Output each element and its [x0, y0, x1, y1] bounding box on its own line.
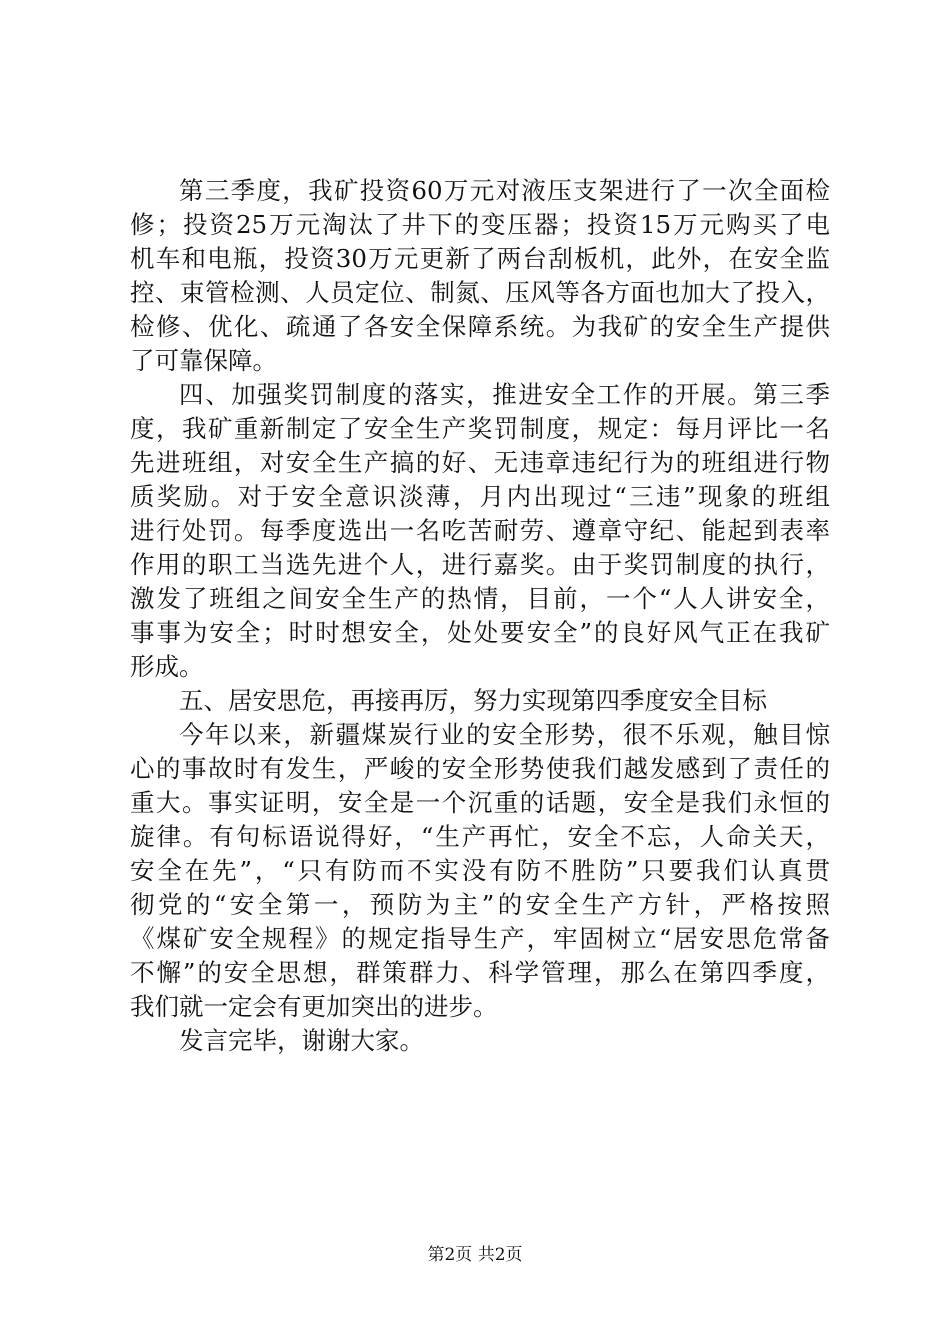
text-line: 不懈”的安全思想，群策群力、科学管理，那么在第四季度， [130, 958, 830, 987]
text-line: 形成。 [130, 652, 204, 681]
text-line: 控、束管检测、人员定位、制氮、压风等各方面也加大了投入， [130, 278, 830, 307]
text-line: 修；投资25万元淘汰了井下的变压器；投资15万元购买了电 [130, 210, 830, 239]
text-line: 心的事故时有发生，严峻的安全形势使我们越发感到了责任的 [130, 754, 830, 783]
text-line: 旋律。有句标语说得好，“生产再忙，安全不忘，人命关天， [130, 822, 830, 851]
text-line: 四、加强奖罚制度的落实，推进安全工作的开展。第三季 [179, 380, 830, 409]
text-line: 《煤矿安全规程》的规定指导生产，牢固树立“居安思危常备 [130, 924, 830, 953]
text-line: 进行处罚。每季度选出一名吃苦耐劳、遵章守纪、能起到表率 [130, 516, 830, 545]
text-line: 激发了班组之间安全生产的热情，目前，一个“人人讲安全， [130, 584, 830, 613]
text-line: 五、居安思危，再接再厉，努力实现第四季度安全目标 [179, 686, 767, 715]
text-line: 事事为安全；时时想安全，处处要安全”的良好风气正在我矿 [130, 618, 830, 647]
text-line: 质奖励。对于安全意识淡薄，月内出现过“三违”现象的班组 [130, 482, 830, 511]
text-line: 检修、优化、疏通了各安全保障系统。为我矿的安全生产提供 [130, 312, 830, 341]
text-line: 重大。事实证明，安全是一个沉重的话题，安全是我们永恒的 [130, 788, 830, 817]
text-line: 我们就一定会有更加突出的进步。 [130, 992, 498, 1021]
text-line: 机车和电瓶，投资30万元更新了两台刮板机，此外，在安全监 [130, 244, 830, 273]
document-body [130, 174, 830, 1058]
text-line: 安全在先”，“只有防而不实没有防不胜防”只要我们认真贯 [130, 856, 830, 885]
text-line: 今年以来，新疆煤炭行业的安全形势，很不乐观，触目惊 [179, 720, 830, 749]
text-line: 彻党的“安全第一，预防为主”的安全生产方针，严格按照 [130, 890, 830, 919]
text-line: 度，我矿重新制定了安全生产奖罚制度，规定：每月评比一名 [130, 414, 830, 443]
text-line: 了可靠保障。 [130, 346, 277, 375]
text-line: 作用的职工当选先进个人，进行嘉奖。由于奖罚制度的执行， [130, 550, 830, 579]
text-line: 第三季度，我矿投资60万元对液压支架进行了一次全面检 [179, 176, 830, 205]
text-line: 发言完毕，谢谢大家。 [179, 1026, 424, 1055]
page-footer: 第2页 共2页 [427, 1245, 523, 1265]
text-line: 先进班组，对安全生产搞的好、无违章违纪行为的班组进行物 [130, 448, 830, 477]
